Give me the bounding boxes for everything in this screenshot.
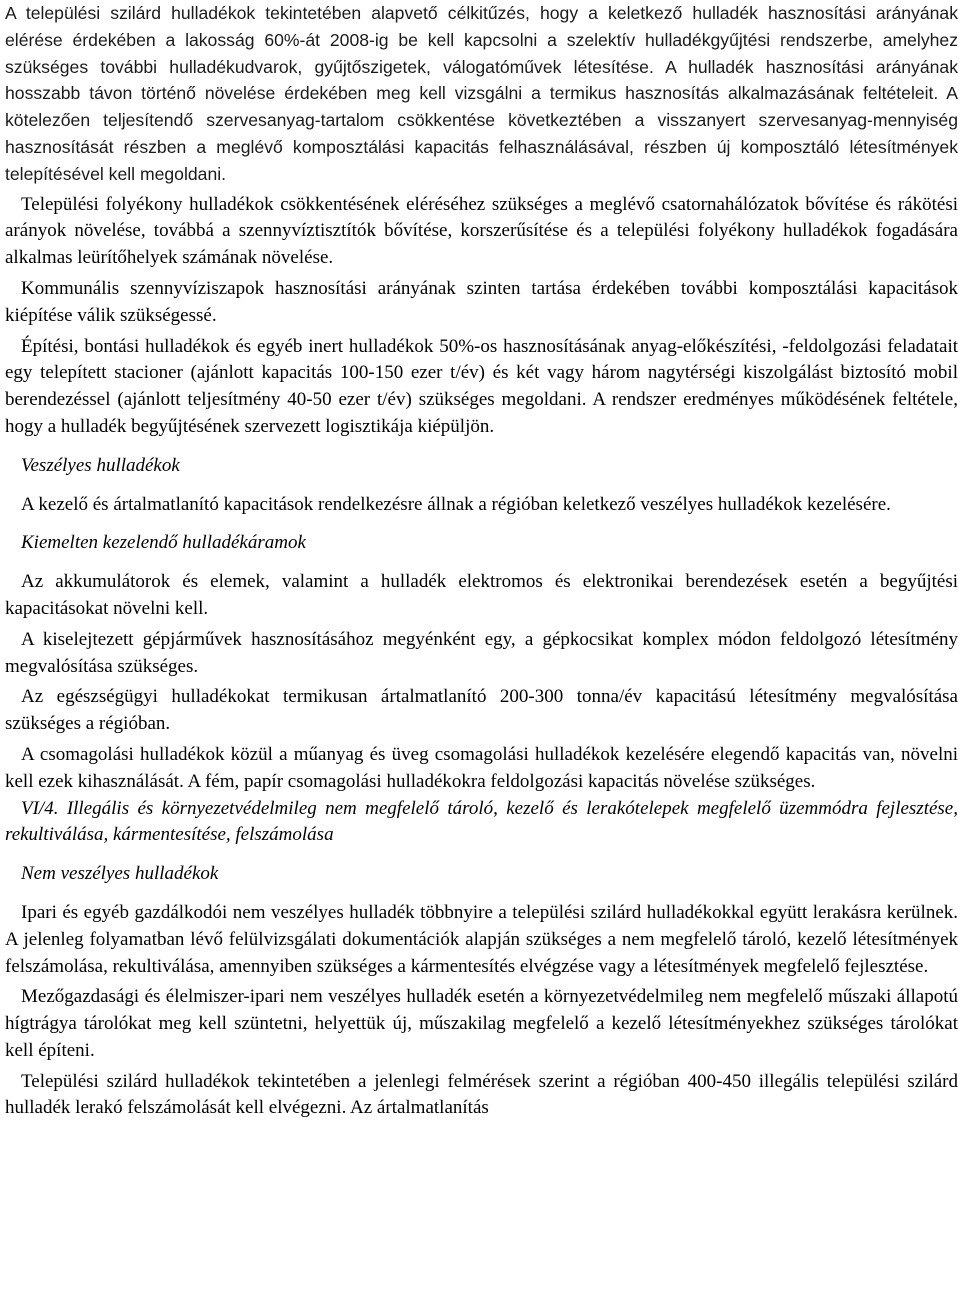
paragraph-batteries-electronics: Az akkumulátorok és elemek, valamint a hulladék elektromos és elektronikai berendezések esetén a begyűjtési kapacitásokat növelni kell. <box>5 571 958 619</box>
document-page <box>5 0 958 1122</box>
paragraph-hazardous-waste: A kezelő és ártalmatlanító kapacitások rendelkezésre állnak a régióban keletkező veszélyes hulladékok kezelésére. <box>21 493 891 515</box>
paragraph-industrial-waste: Ipari és egyéb gazdálkodói nem veszélyes hulladék többnyire a települési szilárd hulladékokkal együtt lerakásra kerülnek. A jelenleg folyamatban lévő felülvizsgálati dokumentációk alapján szükséges a nem megfelelő tároló, kezelő létesítmények felszámolása, rekultiválása, amennyiben szükséges a kármentesítés elvégzése vagy a létesítmények megfelelő fejlesztése. <box>5 901 958 977</box>
paragraph-municipal-solid-waste: A települési szilárd hulladékok tekintetében alapvető célkitűzés, hogy a keletkező hulladék hasznosítási arányának elérése érdekében a lakosság 60%-át 2008-ig be kell kapcsolni a szelektív hulladékgyűjtési rendszerbe, amelyhez szükséges további hulladékudvarok, gyűjtőszigetek, válogatóművek létesítése. A hulladék hasznosítási arányának hosszabb távon történő növelése érdekében meg kell vizsgálni a termikus hasznosítás alkalmazásának feltételeit. A kötelezően teljesítendő szervesanyag-tartalom csökkentése következtében a visszanyert szervesanyag-mennyiség hasznosítását részben a meglévő komposztálási kapacitás felhasználásával, részben új komposztáló létesítmények telepítésével kell megoldani. <box>5 3 958 184</box>
paragraph-healthcare-waste: Az egészségügyi hulladékokat termikusan ártalmatlanító 200-300 tonna/év kapacitású létesítmény megvalósítása szükséges a régióban. <box>5 686 958 735</box>
paragraph-packaging-waste: A csomagolási hulladékok közül a műanyag és üveg csomagolási hulladékok kezelésére elegendő kapacitás van, növelni kell ezek kihasználását. A fém, papír csomagolási hulladékokra feldolgozási kapacitás növelése szükséges. <box>5 743 958 792</box>
paragraph-construction-waste: Építési, bontási hulladékok és egyéb inert hulladékok 50%-os hasznosításának anyag-előkészítési, -feldolgozási feladatait egy telepített stacioner (ajánlott kapacitás 100-150 ezer t/év) és két vagy három nagytérségi kiszolgálást biztosító mobil berendezéssel (ajánlott teljesítmény 40-50 ezer t/év) szükséges megoldani. A rendszer eredményes működésének feltétele, hogy a hulladék begyűjtésének szervezett logisztikája kiépüljön. <box>5 335 958 437</box>
paragraph-agricultural-waste: Mezőgazdasági és élelmiszer-ipari nem veszélyes hulladék esetén a környezetvédelmileg nem megfelelő műszaki állapotú hígtrágya tárolókat meg kell szüntetni, helyettük új, műszakilag megfelelő a kezelő létesítményekhez szükséges tárolókat kell építeni. <box>5 986 958 1061</box>
paragraph-end-of-life-vehicles: A kiselejtezett gépjárművek hasznosításához megyénként egy, a gépkocsikat komplex módon feldolgozó létesítmény megvalósítása szükséges. <box>5 628 958 677</box>
paragraph-illegal-landfills: Települési szilárd hulladékok tekintetében a jelenlegi felmérések szerint a régióban 400-450 illegális települési szilárd hulladék lerakó felszámolását kell elvégezni. Az ártalmatlanítás <box>5 1070 958 1119</box>
heading-non-hazardous-waste: Nem veszélyes hulladékok <box>21 863 219 885</box>
section-heading-vi-4: VI/4. Illegális és környezetvédelmileg nem megfelelő tároló, kezelő és lerakótelepek megfelelő üzemmódra fejlesztése, rekultiválása, kármentesítése, felszámolása <box>5 797 958 846</box>
heading-hazardous-waste: Veszélyes hulladékok <box>21 454 180 476</box>
heading-priority-waste-streams: Kiemelten kezelendő hulladékáramok <box>21 532 306 554</box>
paragraph-liquid-waste: Települési folyékony hulladékok csökkentésének eléréséhez szükséges a meglévő csatornahálózatok bővítése és rákötési arányok növelése, továbbá a szennyvíztisztítók bővítése, korszerűsítése és a települési folyékony hulladékok fogadására alkalmas leürítőhelyek számának növelése. <box>5 193 958 269</box>
paragraph-sewage-sludge: Kommunális szennyvíziszapok hasznosítási arányának szinten tartása érdekében további komposztálási kapacitások kiépítése válik szükségessé. <box>5 277 958 326</box>
